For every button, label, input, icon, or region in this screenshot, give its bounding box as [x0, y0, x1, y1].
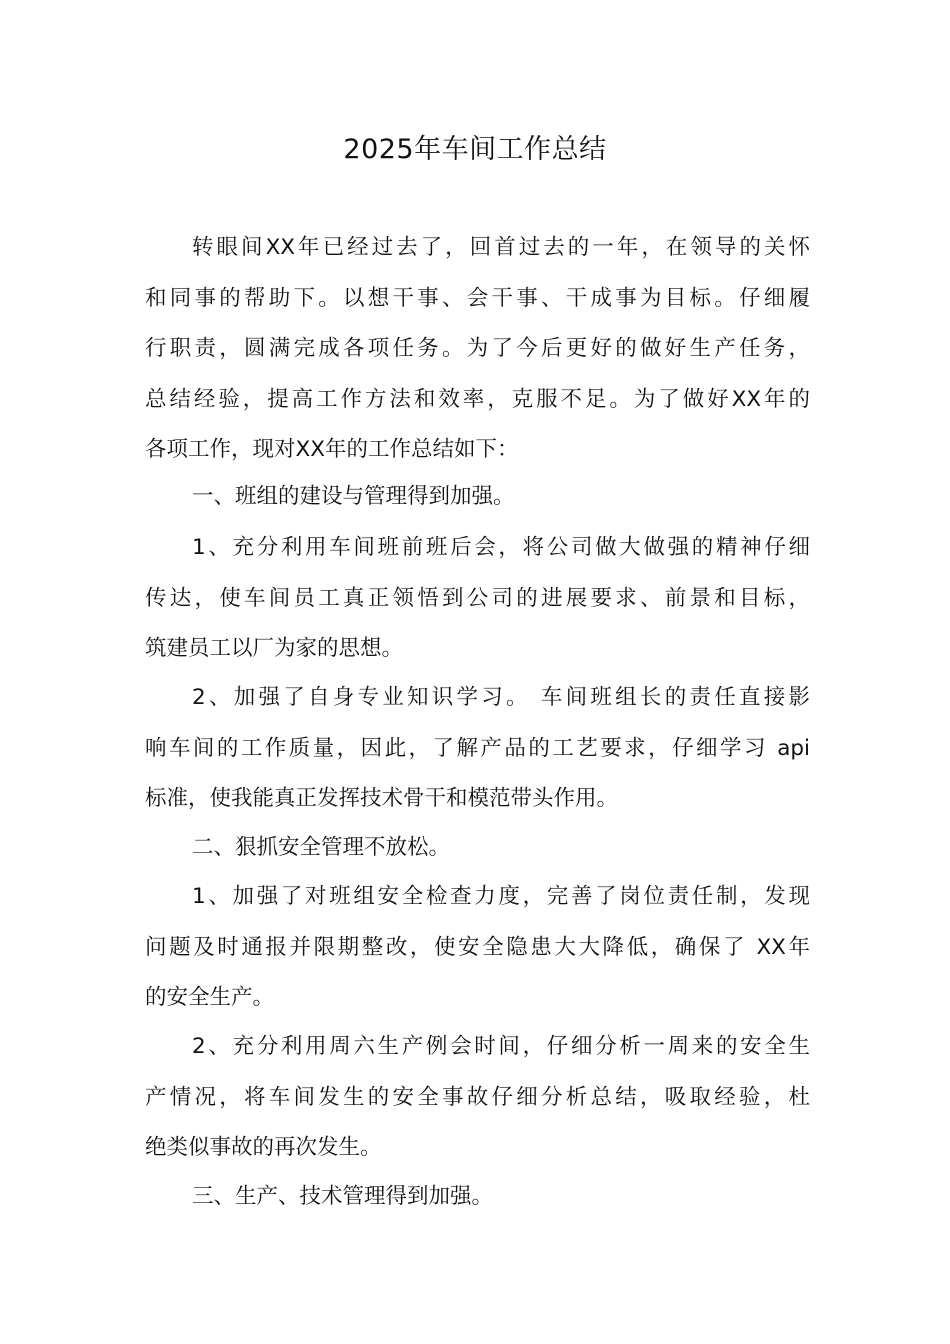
section-heading-2	[145, 823, 810, 874]
text-line: 1、加强了对班组安全检查力度，完善了岗位责任制，发现	[192, 884, 810, 909]
text-line: 标准，使我能真正发挥技术骨干和模范带头作用。	[145, 786, 619, 811]
section-heading-1	[145, 472, 810, 523]
paragraph-2-1	[145, 872, 810, 1024]
paragraph-1-2	[145, 673, 810, 825]
text-line: 各项工作，现对XX年的工作总结如下：	[145, 437, 519, 462]
text-line: 筑建员工以厂为家的思想。	[145, 636, 404, 661]
section-heading-3	[145, 1172, 810, 1223]
text-line: 产情况，将车间发生的安全事故仔细分析总结，吸取经验，杜	[145, 1084, 810, 1110]
text-line: 2、加强了自身专业知识学习。 车间班组长的责任直接影	[192, 685, 810, 710]
text-line: 2、充分利用周六生产例会时间，仔细分析一周来的安全生	[192, 1034, 810, 1059]
text-line: 一、班组的建设与管理得到加强。	[192, 484, 515, 509]
page-title: 2025年车间工作总结	[343, 134, 607, 165]
text-line: 三、生产、技术管理得到加强。	[192, 1184, 494, 1209]
text-line: 的安全生产。	[145, 985, 275, 1010]
text-line: 响车间的工作质量，因此，了解产品的工艺要求，仔细学习 api	[145, 735, 810, 761]
text-line: 问题及时通报并限期整改，使安全隐患大大降低，确保了 XX年	[145, 934, 810, 960]
text-line: 行职责，圆满完成各项任务。为了今后更好的做好生产任务，	[145, 336, 810, 361]
text-line: 转眼间XX年已经过去了，回首过去的一年，在领导的关怀	[192, 235, 810, 260]
text-line: 二、狠抓安全管理不放松。	[192, 835, 451, 860]
paragraph-2-2	[145, 1022, 810, 1174]
paragraph-intro	[145, 223, 810, 476]
text-line: 1、充分利用车间班前班后会，将公司做大做强的精神仔细	[192, 535, 810, 560]
text-line: 总结经验，提高工作方法和效率，克服不足。为了做好XX年的	[145, 386, 810, 412]
text-line: 绝类似事故的再次发生。	[145, 1135, 382, 1160]
text-line: 传达，使车间员工真正领悟到公司的进展要求、前景和目标，	[145, 585, 810, 611]
paragraph-1-1	[145, 523, 810, 675]
text-line: 和同事的帮助下。以想干事、会干事、干成事为目标。仔细履	[145, 285, 810, 311]
